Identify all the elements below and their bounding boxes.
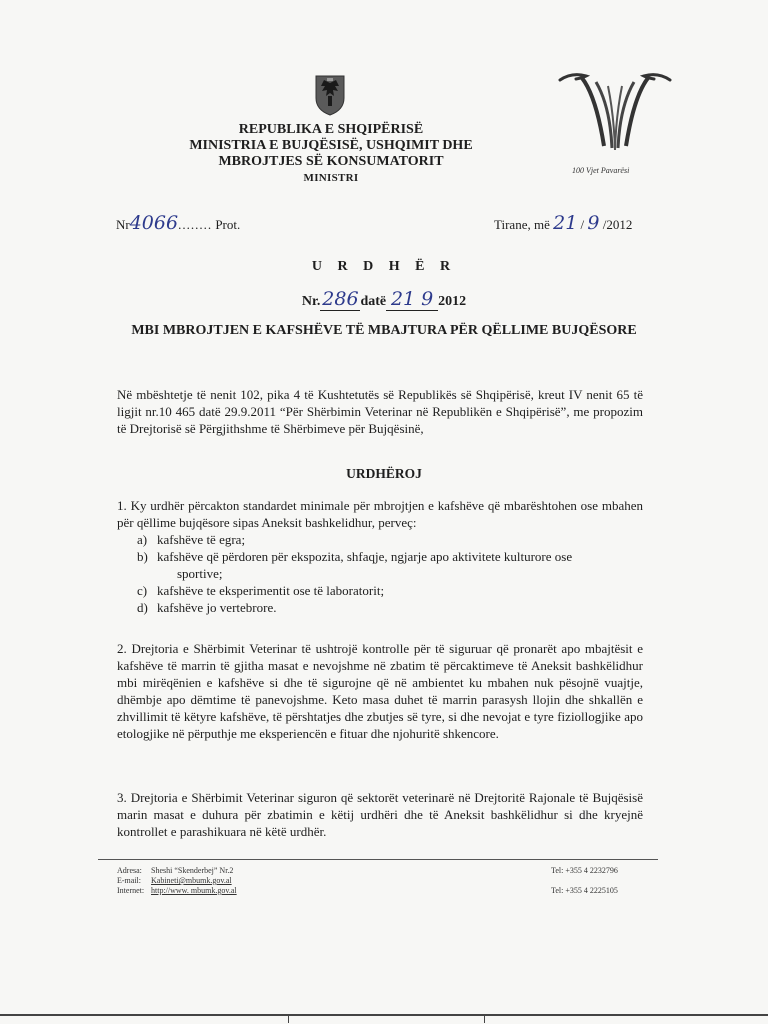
order-nr-label: Nr. [301,294,321,309]
order-date-label: datë [360,294,387,309]
list-text: kafshëve jo vertebrore. [157,600,277,615]
email-label: E-mail: [117,876,141,885]
clause-3: 3. Drejtoria e Shërbimit Veterinar siguron që sektorët veterinarë në Drejtoritë Rajonale të Bujqësisë marin masat e duhura për zbatimin e këtij urdhëri dhe të Aneksit bashkëlidhur si dhe kryejnë kontrollet e parashikuara në këtë urdhër. [117,790,643,839]
list-text: kafshëve që përdoren për ekspozita, shfaqje, ngjarje apo aktivitete kulturore ose [157,549,573,564]
ministry-name-line2: MBROJTJES SË KONSUMATORIT [218,154,444,169]
list-marker: a) [137,532,148,547]
date-separator: / [580,217,585,232]
order-nr-handwritten: 286 [322,288,359,310]
order-subject: MBI MBROJTJEN E KAFSHËVE TË MBAJTURA PËR QËLLIME BUJQËSORE [131,323,637,338]
decree-heading: URDHËROJ [346,466,422,481]
footer-contacts [117,866,237,896]
internet-label: Internet: [117,886,145,895]
protocol-number-handwritten: 4066 [129,212,179,234]
list-marker: b) [137,549,148,564]
address-label: Adresa: [117,866,142,875]
order-number-line [0,288,768,311]
clause-1: 1. Ky urdhër përcakton standardet minimale për mbrojtjen e kafshëve që mbarështohen ose mbahen për qëllime bujqësore sipas Aneksit bashkelidhur, perveç: [117,498,643,530]
protocol-dots: ........ [178,217,213,232]
country-name: REPUBLIKA E SHQIPËRISË [238,122,424,137]
date-month-handwritten: 9 [587,212,600,234]
date-year: 2012 [606,217,633,232]
order-nr-field [320,288,360,311]
website-link[interactable]: http://www. mbumk.gov.al [151,886,237,895]
footer-phones [551,866,618,906]
footer-divider [98,859,658,860]
email-link[interactable]: Kabineti@mbumk.gov.al [151,876,232,885]
office-title: MINISTRI [303,172,359,184]
protocol-suffix: Prot. [215,217,241,232]
scan-edge-tick [484,1014,485,1023]
phone-2: Tel: +355 4 2225105 [551,886,618,895]
legal-basis-paragraph: Në mbështetje të nenit 102, pika 4 të Kushtetutës së Republikës së Shqipërisë, kreut IV nenit 65 të ligjit nr.10 465 datë 29.9.2011 “Për Shërbimin Veterinar në Republikën e Shqipërisë”, me propozim të Drejtorisë së Përgjithshme të Shërbimeve për Bujqësinë, [117,387,643,436]
date-day-handwritten: 21 [553,212,578,234]
ministry-name-line1: MINISTRIA E BUJQËSISË, USHQIMIT DHE [189,138,473,153]
list-item [137,548,643,565]
list-text: kafshëve te eksperimentit ose të laboratorit; [157,583,385,598]
letterhead [150,122,512,186]
list-text-continued: sportive; [177,566,223,581]
order-date-handwritten: 21 9 [390,288,434,310]
date-separator: / [602,217,607,232]
logo-caption: 100 Vjet Pavarësi [572,166,630,175]
date-prefix: Tirane, më [494,217,550,232]
phone-1: Tel: +355 4 2232796 [551,866,618,875]
list-item [137,582,643,599]
scan-edge-tick [288,1014,289,1023]
exceptions-list [137,531,643,616]
list-item [137,599,643,616]
coat-of-arms-icon [314,74,346,116]
order-year: 2012 [438,294,467,309]
list-text: kafshëve të egra; [157,532,246,547]
list-marker: d) [137,600,148,615]
address-value: Sheshi “Skenderbej” Nr.2 [151,866,234,875]
scan-edge-line [0,1014,768,1016]
protocol-number [116,212,240,234]
list-marker: c) [137,583,148,598]
place-date [494,212,632,234]
list-item [137,531,643,548]
order-date-field [386,288,438,311]
clause-2: 2. Drejtoria e Shërbimit Veterinar të ushtrojë kontrolle për të siguruar që pronarët apo mbajtësit e kafshëve të marrin të gjitha masat e nevojshme në zbatim të përcaktimeve të Aneksit bashkëlidhur mbi mirëqënien e kafshëve si dhe të sigurojne që në ambientet ku mbahen nuk pësojnë vuajtje, dhëmbje apo dëmtime të panevojshme. Keto masa duhet të marrin parasysh llojin dhe shkallën e zhvillimit të këtyre kafshëve, të përshtatjes dhe zbutjes së tyre, si dhe nevojat e tyre fiziollogjike apo etologjike në përputhje me eksperiencën e fituar dhe njohuritë shkencore. [117,641,643,741]
document-title: U R D H Ë R [311,259,457,274]
list-item-continuation [137,565,643,582]
protocol-prefix: Nr [116,217,130,232]
